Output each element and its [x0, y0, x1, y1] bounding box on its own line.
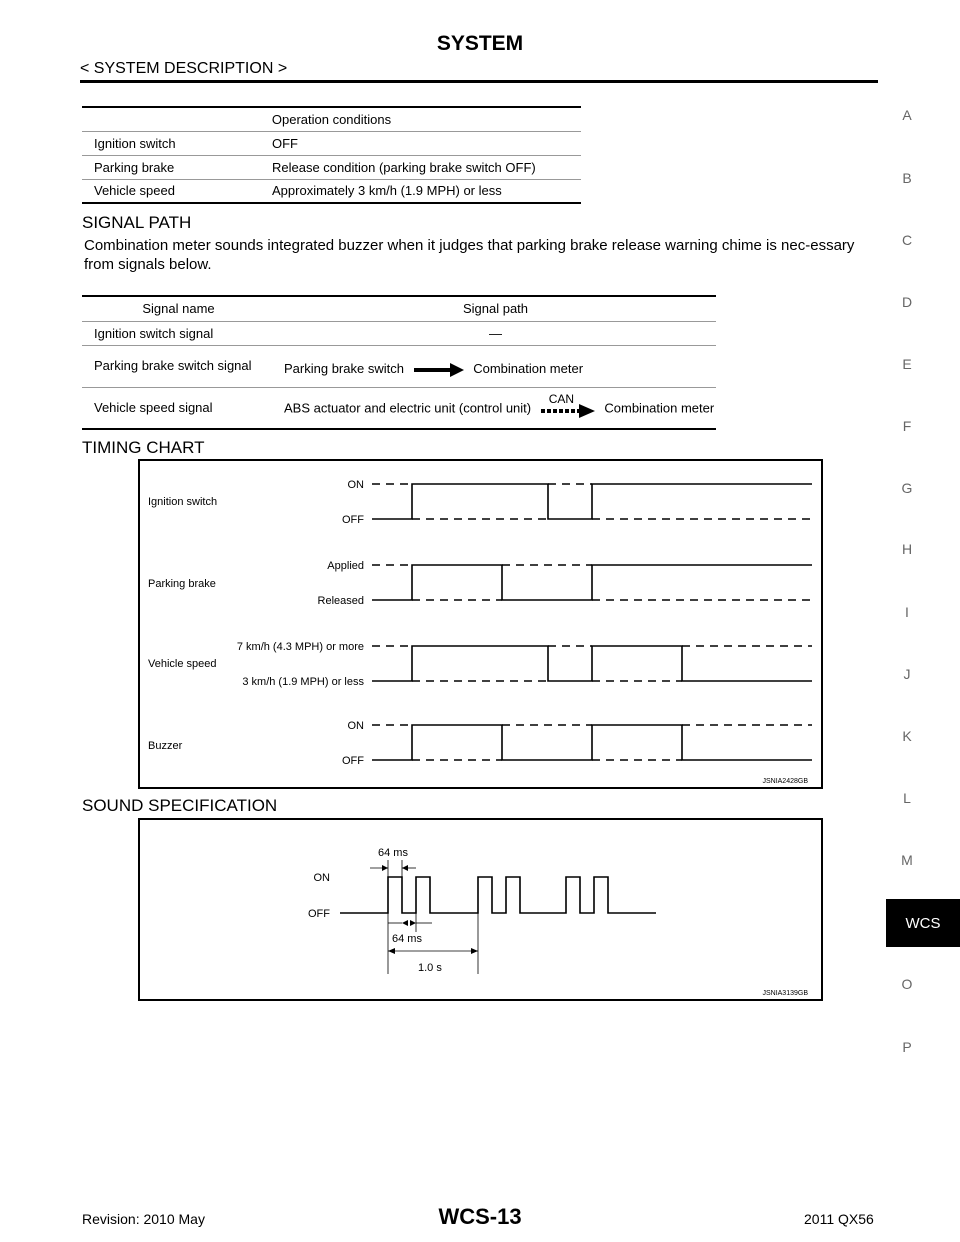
sound-spec-diagram — [140, 820, 821, 999]
section-index-j[interactable]: J — [903, 666, 911, 682]
period-label: 1.0 s — [418, 962, 442, 974]
table-cell: Parking brake — [82, 155, 260, 179]
operation-conditions-table — [82, 106, 581, 204]
arrow-right-icon — [414, 363, 464, 377]
pulse-off-label: 64 ms — [392, 933, 422, 945]
level-low-label: 3 km/h (1.9 MPH) or less — [242, 676, 364, 688]
signal-label: Parking brake — [148, 578, 216, 590]
table-cell — [275, 387, 716, 429]
ignition-waveform — [372, 484, 812, 519]
table-cell: Parking brake switch signal — [82, 345, 275, 387]
table-row — [82, 179, 581, 203]
table-cell: OFF — [260, 131, 581, 155]
section-index-d[interactable]: D — [901, 294, 913, 310]
timing-chart-heading: TIMING CHART — [82, 438, 205, 457]
speed-waveform — [372, 646, 812, 681]
section-index-i[interactable]: I — [905, 604, 909, 620]
signal-label: Ignition switch — [148, 496, 218, 508]
level-high-label: 7 km/h (4.3 MPH) or more — [236, 641, 364, 653]
timing-chart-figure — [138, 459, 823, 789]
table-cell: Approximately 3 km/h (1.9 MPH) or less — [260, 179, 581, 203]
signal-source: ABS actuator and electric unit (control unit) — [284, 400, 532, 416]
page-title: SYSTEM — [436, 32, 524, 55]
column-header-signal-path: Signal path — [275, 296, 716, 321]
section-index-l[interactable]: L — [903, 790, 911, 806]
footer-model: 2011 QX56 — [804, 1211, 874, 1227]
signal-source: Parking brake switch — [284, 360, 404, 376]
on-label: ON — [313, 872, 330, 884]
table-row — [82, 321, 716, 345]
table-row — [82, 155, 581, 179]
table-row — [82, 345, 716, 387]
figure-id: JSNIA3139GB — [762, 990, 808, 997]
brake-waveform — [372, 565, 812, 600]
table-cell — [275, 345, 716, 387]
signal-destination: Combination meter — [473, 360, 584, 376]
table-row — [82, 387, 716, 429]
table-cell: Ignition switch signal — [82, 321, 275, 345]
table-cell: Vehicle speed — [82, 179, 260, 203]
signal-label: Buzzer — [148, 740, 183, 752]
signal-destination: Combination meter — [604, 400, 715, 416]
sound-spec-heading: SOUND SPECIFICATION — [82, 796, 278, 815]
section-index-c[interactable]: C — [901, 232, 913, 248]
figure-id: JSNIA2428GB — [762, 778, 808, 785]
section-index-f[interactable]: F — [902, 418, 912, 434]
signal-label: Vehicle speed — [148, 658, 217, 670]
can-arrow-icon — [541, 402, 595, 420]
section-index-h[interactable]: H — [901, 541, 913, 557]
off-label: OFF — [308, 908, 330, 920]
column-header-signal-name: Signal name — [82, 296, 275, 321]
signal-path-table — [82, 295, 716, 430]
section-index-k[interactable]: K — [902, 728, 912, 744]
table-cell: Release condition (parking brake switch OFF) — [260, 155, 581, 179]
table-cell: Vehicle speed signal — [82, 387, 275, 429]
section-breadcrumb: < SYSTEM DESCRIPTION > — [80, 60, 288, 77]
section-index-wcs-active[interactable]: WCS — [886, 899, 960, 947]
table-cell: Ignition switch — [82, 131, 260, 155]
signal-path-description: Combination meter sounds integrated buzzer when it judges that parking brake release warning chime is nec-essary from signals below. — [84, 237, 855, 273]
footer-revision: Revision: 2010 May — [82, 1211, 205, 1227]
level-high-label: ON — [347, 479, 364, 491]
section-index-m[interactable]: M — [901, 852, 913, 868]
section-index-b[interactable]: B — [902, 170, 912, 186]
footer-page-number: WCS-13 — [438, 1204, 522, 1229]
can-arrow — [541, 392, 595, 418]
sound-spec-figure — [138, 818, 823, 1001]
table-cell: — — [275, 321, 716, 345]
section-index-e[interactable]: E — [902, 356, 912, 372]
level-high-label: ON — [347, 720, 364, 732]
section-index-p[interactable]: P — [902, 1039, 912, 1055]
pulse-on-label: 64 ms — [378, 847, 408, 859]
table-row — [82, 131, 581, 155]
section-index-g[interactable]: G — [901, 480, 913, 496]
timing-chart-diagram — [140, 461, 821, 787]
section-index-a[interactable]: A — [902, 107, 912, 123]
level-low-label: Released — [317, 595, 364, 607]
level-high-label: Applied — [327, 560, 364, 572]
table-caption: Operation conditions — [82, 107, 581, 131]
section-index-o[interactable]: O — [901, 976, 913, 992]
buzzer-waveform — [372, 725, 812, 760]
level-low-label: OFF — [342, 755, 364, 767]
buzzer-pulse-waveform — [340, 877, 656, 913]
level-low-label: OFF — [342, 514, 364, 526]
signal-path-heading: SIGNAL PATH — [82, 213, 192, 232]
header-divider — [80, 80, 878, 83]
can-label: CAN — [548, 392, 575, 406]
